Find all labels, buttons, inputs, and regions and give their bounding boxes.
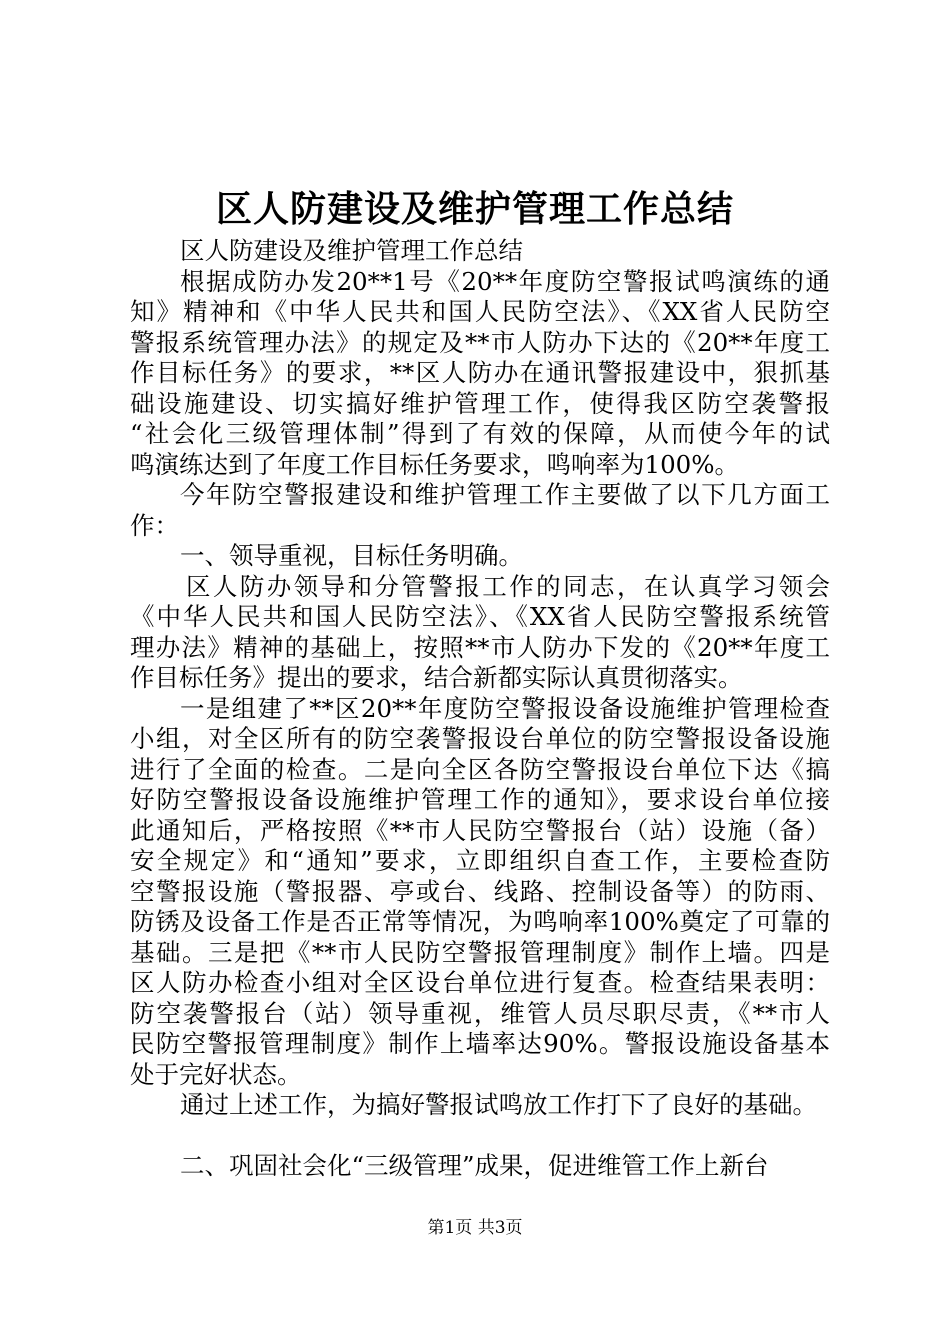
- paragraph-line: 《中华人民共和国人民防空法》、《XX省人民防空警报系统管: [130, 602, 830, 631]
- paragraph-line: 知》精神和《中华人民共和国人民防空法》、《XX省人民防空: [130, 297, 830, 326]
- document-body: [130, 236, 830, 1182]
- paragraph-line: 作目标任务》的要求，**区人防办在通讯警报建设中，狠抓基: [130, 358, 830, 387]
- paragraph-line: 区人防办领导和分管警报工作的同志，在认真学习领会: [186, 571, 830, 601]
- paragraph-line: 此通知后，严格按照《**市人民防空警报台（站）设施（备）: [130, 815, 830, 845]
- page-footer: 第1页 共3页: [427, 1218, 523, 1238]
- paragraph-line: 警报系统管理办法》的规定及**市人防办下达的《20**年度工: [130, 327, 830, 357]
- paragraph-line: 防空袭警报台（站）领导重视，维管人员尽职尽责，《**市人: [130, 998, 830, 1028]
- paragraph-line: 区人防办检查小组对全区设台单位进行复查。检查结果表明：: [130, 968, 830, 997]
- paragraph-line: 作：: [130, 510, 179, 540]
- paragraph-line: 鸣演练达到了年度工作目标任务要求，鸣响率为100%。: [130, 449, 740, 479]
- paragraph-line: 作目标任务》提出的要求，结合新都实际认真贯彻落实。: [130, 663, 743, 692]
- section-heading: 二、巩固社会化“三级管理”成果，促进维管工作上新台: [180, 1151, 769, 1180]
- paragraph-line: 今年防空警报建设和维护管理工作主要做了以下几方面工: [180, 480, 830, 509]
- paragraph-line: “社会化三级管理体制”得到了有效的保障，从而使今年的试: [130, 419, 830, 448]
- paragraph-line: 进行了全面的检查。二是向全区各防空警报设台单位下达《搞: [130, 754, 830, 784]
- paragraph-line: 空警报设施（警报器、亭或台、线路、控制设备等）的防雨、: [130, 876, 830, 906]
- paragraph-line: 理办法》精神的基础上，按照**市人防办下发的《20**年度工: [130, 632, 830, 662]
- paragraph-line: 一是组建了**区20**年度防空警报设备设施维护管理检查: [180, 693, 830, 723]
- paragraph-line: 民防空警报管理制度》制作上墙率达90%。警报设施设备基本: [130, 1029, 830, 1058]
- paragraph-line: 处于完好状态。: [130, 1059, 302, 1089]
- paragraph-line: 防锈及设备工作是否正常等情况，为鸣响率100%奠定了可靠的: [130, 907, 830, 936]
- document-title: 区人防建设及维护管理工作总结: [215, 188, 734, 230]
- paragraph-line: 根据成防办发20**1号《20**年度防空警报试鸣演练的通: [180, 266, 830, 296]
- paragraph-line: 基础。三是把《**市人民防空警报管理制度》制作上墙。四是: [130, 937, 830, 967]
- paragraph-line: 安全规定》和“通知”要求，立即组织自查工作，主要检查防: [130, 846, 830, 875]
- paragraph-line: 础设施建设、切实搞好维护管理工作，使得我区防空袭警报: [130, 388, 830, 418]
- paragraph-line: 小组，对全区所有的防空袭警报设台单位的防空警报设备设施: [130, 724, 830, 753]
- paragraph-line: 通过上述工作，为搞好警报试鸣放工作打下了良好的基础。: [180, 1090, 817, 1119]
- blank-line: [130, 1121, 830, 1152]
- section-heading: 一、领导重视，目标任务明确。: [180, 541, 523, 570]
- subtitle-line: 区人防建设及维护管理工作总结: [180, 236, 523, 265]
- paragraph-line: 好防空警报设备设施维护管理工作的通知》，要求设台单位接: [130, 785, 830, 814]
